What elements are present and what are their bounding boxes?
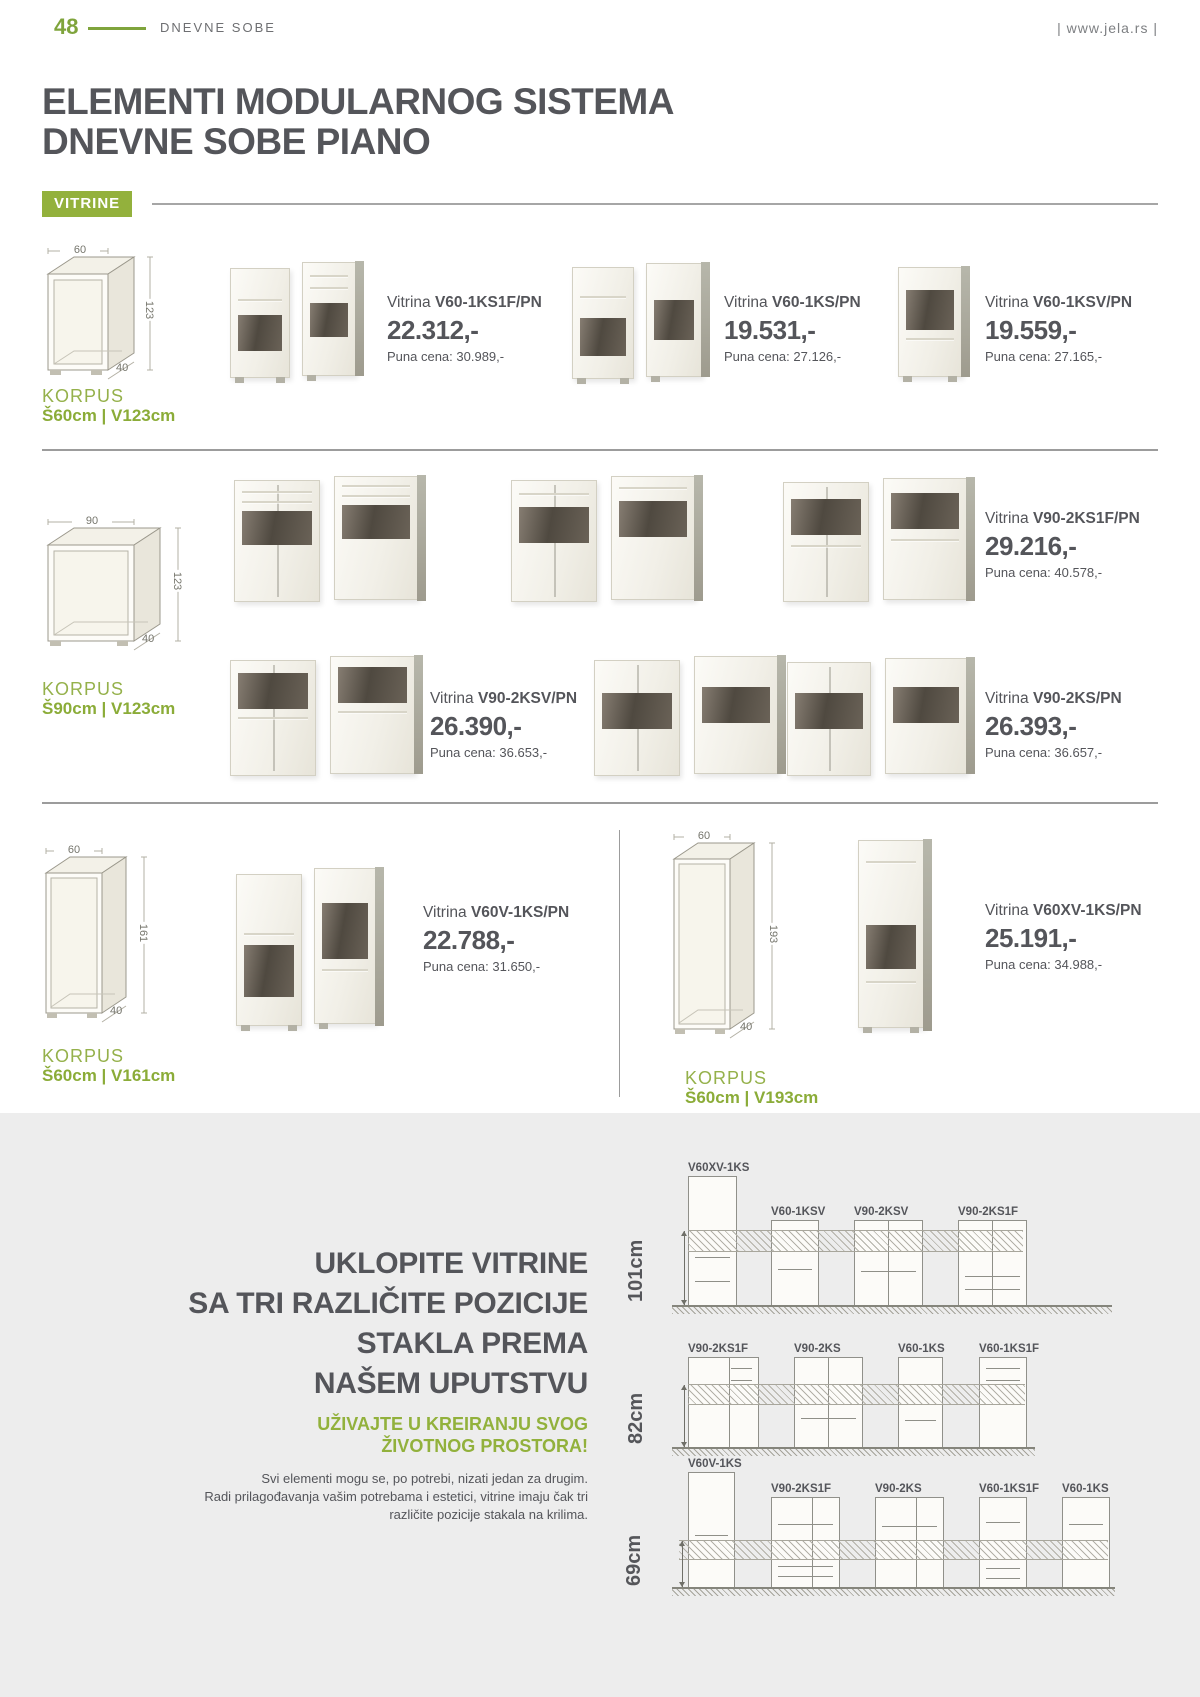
korpus-drawing [44, 246, 156, 384]
drawer-line [242, 491, 312, 493]
height-label: 101cm [625, 1239, 647, 1302]
shelf-line [891, 539, 959, 541]
promo-heading-line: UKLOPITE VITRINE [314, 1247, 588, 1280]
product-photo [234, 476, 418, 602]
korpus-block-60x123 [42, 246, 212, 431]
glass-panel [654, 300, 694, 340]
dimension-height: 123 [143, 300, 156, 320]
cabinet-angled [611, 476, 695, 600]
product-photo [858, 840, 936, 1030]
drawer-line [986, 1380, 1020, 1381]
cabinet-angled [646, 263, 702, 377]
drawer-line [986, 1368, 1020, 1369]
glass-panel [891, 493, 959, 529]
diagram-cabinet-label: V90-2KS1F [958, 1206, 1019, 1218]
product-info [724, 294, 861, 364]
header-rule [88, 27, 146, 30]
glass-panel [244, 945, 294, 997]
cabinet-angled [883, 478, 967, 600]
cabinet-front [787, 662, 871, 776]
handle-line [695, 1257, 730, 1258]
title-brand: PIANO [315, 121, 431, 162]
product-type: Vitrina [985, 690, 1029, 707]
korpus-drawing [42, 847, 152, 1033]
dimension-depth: 40 [110, 1005, 123, 1017]
product-price: 19.531,- [724, 315, 816, 345]
product-photo [230, 262, 360, 380]
badge-rule [152, 203, 1158, 205]
drawer-line [310, 287, 348, 289]
product-photo [594, 656, 778, 776]
product-full-price: Puna cena: 34.988,- [985, 957, 1103, 972]
product-code-line [387, 294, 542, 312]
product-code: V60-1KS/PN [771, 294, 861, 311]
korpus-drawing [44, 517, 184, 655]
dimension-width: 60 [60, 244, 100, 256]
cabinet-foot [319, 1023, 328, 1029]
product-type: Vitrina [985, 294, 1029, 311]
diagram-cabinet-label: V60XV-1KS [688, 1162, 750, 1174]
product-code: V90-2KSV/PN [477, 690, 578, 707]
product-price: 22.312,- [387, 315, 479, 345]
korpus-size: Š60cm | V193cm [685, 1088, 819, 1107]
dimension-width: 60 [54, 844, 94, 856]
cabinet-side-panel [414, 655, 423, 774]
product-info [985, 902, 1142, 972]
handle-line [695, 1281, 730, 1282]
row-divider [42, 802, 1158, 804]
promo-body [60, 1470, 588, 1524]
height-label: 69cm [623, 1534, 645, 1586]
glass-position-band [679, 1540, 1108, 1560]
drawer-line [778, 1566, 833, 1567]
cabinet-side-panel [777, 655, 786, 774]
title-line2: DNEVNE SOBE [42, 121, 306, 162]
drawer-line [731, 1380, 752, 1381]
product-type: Vitrina [430, 690, 474, 707]
cabinet-front [236, 874, 302, 1026]
cabinet-side-panel [923, 839, 932, 1031]
title-line1: ELEMENTI MODULARNOG SISTEMA [42, 81, 674, 122]
product-type: Vitrina [423, 904, 467, 921]
cabinet-angled [694, 656, 778, 774]
glass-panel [238, 673, 308, 709]
cabinet-front [858, 840, 924, 1028]
product-full-price: Puna cena: 36.653,- [430, 745, 548, 760]
promo-heading-line: NAŠEM UPUTSTVU [313, 1367, 588, 1400]
glass-panel [795, 693, 863, 729]
dimension-width: 60 [684, 830, 724, 842]
cabinet-foot [276, 377, 285, 383]
product-full-price: Puna cena: 30.989,- [387, 349, 505, 364]
cabinet-front [572, 267, 634, 379]
product-code: V60-1KS1F/PN [434, 294, 542, 311]
product-photo [236, 868, 380, 1030]
drawer-line [519, 493, 589, 495]
product-photo [511, 476, 695, 602]
product-photo [230, 656, 415, 776]
glass-panel [242, 511, 312, 545]
promo-subheading-line: ŽIVOTNOG PROSTORA! [381, 1436, 588, 1456]
handle-line [986, 1522, 1020, 1523]
cabinet-front [511, 480, 597, 602]
diagram-cabinet-label: V60V-1KS [688, 1458, 742, 1470]
diagram-cabinet-label: V90-2KS [875, 1483, 922, 1495]
promo-text-block [60, 1244, 588, 1524]
cabinet-side-panel [417, 475, 426, 601]
korpus-block-60x193 [648, 830, 838, 1113]
handle-line [882, 1526, 937, 1527]
product-photo [572, 263, 712, 380]
cabinet-foot [288, 1025, 297, 1031]
dimension-height: 161 [137, 923, 150, 943]
floor-hatch [672, 1447, 1035, 1456]
row-divider [42, 449, 1158, 451]
drawer-line [342, 495, 410, 497]
drawer-line [965, 1289, 1020, 1290]
korpus-size: Š90cm | V123cm [42, 699, 176, 718]
product-photo [783, 478, 967, 602]
korpus-label: KORPUS [42, 386, 125, 406]
product-type: Vitrina [724, 294, 768, 311]
handle-line [1069, 1524, 1103, 1525]
cabinet-front [594, 660, 680, 776]
shelf-line [906, 338, 954, 340]
dimension-depth: 40 [142, 633, 155, 645]
product-full-price: Puna cena: 27.165,- [985, 349, 1103, 364]
drawer-line [965, 1276, 1020, 1277]
cabinet-side-panel [966, 657, 975, 774]
product-full-price: Puna cena: 31.650,- [423, 959, 541, 974]
handle-line [861, 1271, 916, 1272]
height-label: 82cm [625, 1392, 647, 1444]
section-label: DNEVNE SOBE [160, 20, 276, 35]
handle-line [778, 1524, 833, 1525]
shelf-line [580, 296, 626, 298]
product-info [985, 690, 1122, 760]
handle-line [905, 1420, 936, 1421]
website-label: | www.jela.rs | [1057, 20, 1158, 36]
product-code-line [724, 294, 861, 312]
dimension-height: 193 [767, 924, 780, 944]
glass-panel [906, 290, 954, 330]
shelf-line [866, 861, 916, 863]
product-code-line [985, 902, 1142, 920]
product-info [985, 294, 1132, 364]
promo-subheading-line: UŽIVAJTE U KREIRANJU SVOG [317, 1414, 588, 1434]
product-type: Vitrina [985, 902, 1029, 919]
dimension-width: 90 [72, 515, 112, 527]
shelf-line [338, 711, 407, 713]
drawer-line [310, 275, 348, 277]
page-title [42, 82, 674, 162]
glass-panel [322, 903, 368, 959]
drawer-line [731, 1368, 752, 1369]
cabinet-angled [885, 658, 967, 774]
drawer-line [619, 487, 687, 489]
glass-panel [602, 693, 672, 729]
product-code-line [985, 294, 1132, 312]
cabinet-front [230, 660, 316, 776]
cabinet-side-panel [961, 266, 970, 377]
cabinet-foot [651, 376, 660, 382]
cabinet-front [783, 482, 869, 602]
cabinet-side-panel [375, 867, 384, 1026]
diagram-cabinet-label: V90-2KS [794, 1343, 841, 1355]
product-price: 26.393,- [985, 711, 1077, 741]
promo-heading-line: STAKLA PREMA [356, 1327, 588, 1360]
glass-panel [619, 501, 687, 537]
height-measure-arrow [684, 1231, 685, 1305]
diagram-cabinet [688, 1458, 742, 1589]
glass-panel [310, 303, 348, 337]
cabinet-foot [863, 1027, 872, 1033]
dimension-height: 123 [171, 571, 184, 591]
diagram-cabinet-label: V60-1KS [1062, 1483, 1109, 1495]
promo-subheading [60, 1413, 588, 1457]
product-price: 19.559,- [985, 315, 1077, 345]
glass-panel [580, 318, 626, 356]
cabinet-foot [620, 378, 629, 384]
cabinet-angled [302, 262, 356, 376]
drawer-line [242, 501, 312, 503]
glass-panel [519, 507, 589, 543]
shelf-line [866, 981, 916, 983]
korpus-block-90x123 [42, 517, 232, 722]
glass-panel [702, 687, 770, 723]
glass-position-band [688, 1384, 1025, 1405]
cabinet-side-panel [966, 477, 975, 601]
product-price: 22.788,- [423, 925, 515, 955]
product-full-price: Puna cena: 27.126,- [724, 349, 842, 364]
drawer-line [986, 1578, 1020, 1579]
height-measure-arrow [682, 1541, 683, 1587]
drawer-line [986, 1568, 1020, 1569]
dimension-depth: 40 [116, 362, 129, 374]
floor-hatch [672, 1305, 1112, 1314]
promo-heading-line: SA TRI RAZLIČITE POZICIJE [188, 1287, 588, 1320]
diagram-cabinet-label: V60-1KS1F [979, 1343, 1040, 1355]
glass-panel [238, 315, 282, 351]
glass-position-band [688, 1230, 1023, 1252]
product-price: 29.216,- [985, 531, 1077, 561]
diagram-cabinet-label: V60-1KS [898, 1343, 945, 1355]
cabinet-side-panel [701, 262, 710, 377]
product-photo [787, 658, 967, 776]
korpus-label: KORPUS [42, 679, 125, 699]
product-info [387, 294, 542, 364]
cabinet-angled [330, 656, 415, 774]
product-photo [898, 267, 970, 377]
product-price: 26.390,- [430, 711, 522, 741]
product-price: 25.191,- [985, 923, 1077, 953]
shelf-line [238, 299, 282, 301]
diagram-cabinet-label: V60-1KS1F [979, 1483, 1040, 1495]
glass-panel [791, 499, 861, 535]
handle-line [801, 1418, 856, 1419]
cabinet-side-panel [694, 475, 703, 601]
product-code-line [985, 510, 1140, 528]
diagram-cabinet-label: V90-2KS1F [688, 1343, 749, 1355]
category-badge: VITRINE [42, 191, 132, 217]
product-code-line [985, 690, 1122, 708]
product-code-line [430, 690, 577, 708]
floor-hatch [672, 1587, 1115, 1596]
shelf-line [791, 545, 861, 547]
diagram-cabinet-label: V90-2KS1F [771, 1483, 832, 1495]
handle-line [778, 1269, 812, 1270]
cabinet-foot [235, 377, 244, 383]
shelf-line [244, 933, 294, 935]
cabinet-foot [307, 375, 316, 381]
glass-panel [893, 687, 959, 723]
cabinet-front [230, 268, 290, 378]
product-code: V60V-1KS/PN [470, 904, 570, 921]
handle-line [695, 1535, 728, 1536]
cabinet-front [898, 267, 962, 377]
promo-body-line: Svi elementi mogu se, po potrebi, nizati jedan za drugim. [261, 1471, 588, 1486]
glass-panel [866, 925, 916, 969]
cabinet-angled [314, 868, 376, 1024]
product-info [430, 690, 577, 760]
column-divider [619, 830, 620, 1097]
cabinet-foot [948, 376, 957, 382]
glass-panel [338, 667, 407, 703]
korpus-label: KORPUS [685, 1068, 768, 1088]
korpus-size: Š60cm | V123cm [42, 406, 176, 425]
diagram-cabinet-label: V60-1KSV [771, 1206, 826, 1218]
glass-panel [342, 505, 410, 539]
cabinet-foot [910, 1027, 919, 1033]
product-full-price: Puna cena: 40.578,- [985, 565, 1103, 580]
cabinet-foot [241, 1025, 250, 1031]
product-type: Vitrina [387, 294, 431, 311]
product-info [985, 510, 1140, 580]
drawer-line [778, 1576, 833, 1577]
product-type: Vitrina [985, 510, 1029, 527]
korpus-drawing [670, 833, 780, 1049]
cabinet-front [234, 480, 320, 602]
product-full-price: Puna cena: 36.657,- [985, 745, 1103, 760]
korpus-size: Š60cm | V161cm [42, 1066, 176, 1085]
product-code: V60-1KSV/PN [1032, 294, 1133, 311]
height-measure-arrow [684, 1385, 685, 1447]
product-code-line [423, 904, 569, 922]
korpus-label: KORPUS [42, 1046, 125, 1066]
product-code: V90-2KS/PN [1032, 690, 1122, 707]
cabinet-angled [334, 476, 418, 600]
promo-body-line: različite pozicije stakala na krilima. [389, 1507, 588, 1522]
cabinet-foot [903, 376, 912, 382]
product-info [423, 904, 569, 974]
shelf-line [322, 969, 368, 971]
promo-body-line: Radi prilagođavanja vašim potrebama i estetici, vitrine imaju čak tri [204, 1489, 588, 1504]
drawer-line [342, 485, 410, 487]
page-number: 48 [54, 14, 79, 39]
product-code: V90-2KS1F/PN [1032, 510, 1140, 527]
dimension-depth: 40 [740, 1021, 753, 1033]
cabinet-foot [577, 378, 586, 384]
product-code: V60XV-1KS/PN [1032, 902, 1142, 919]
korpus-block-60x161 [40, 844, 210, 1087]
cabinet-side-panel [355, 261, 364, 376]
diagram-cabinet-label: V90-2KSV [854, 1206, 909, 1218]
shelf-line [238, 717, 308, 719]
